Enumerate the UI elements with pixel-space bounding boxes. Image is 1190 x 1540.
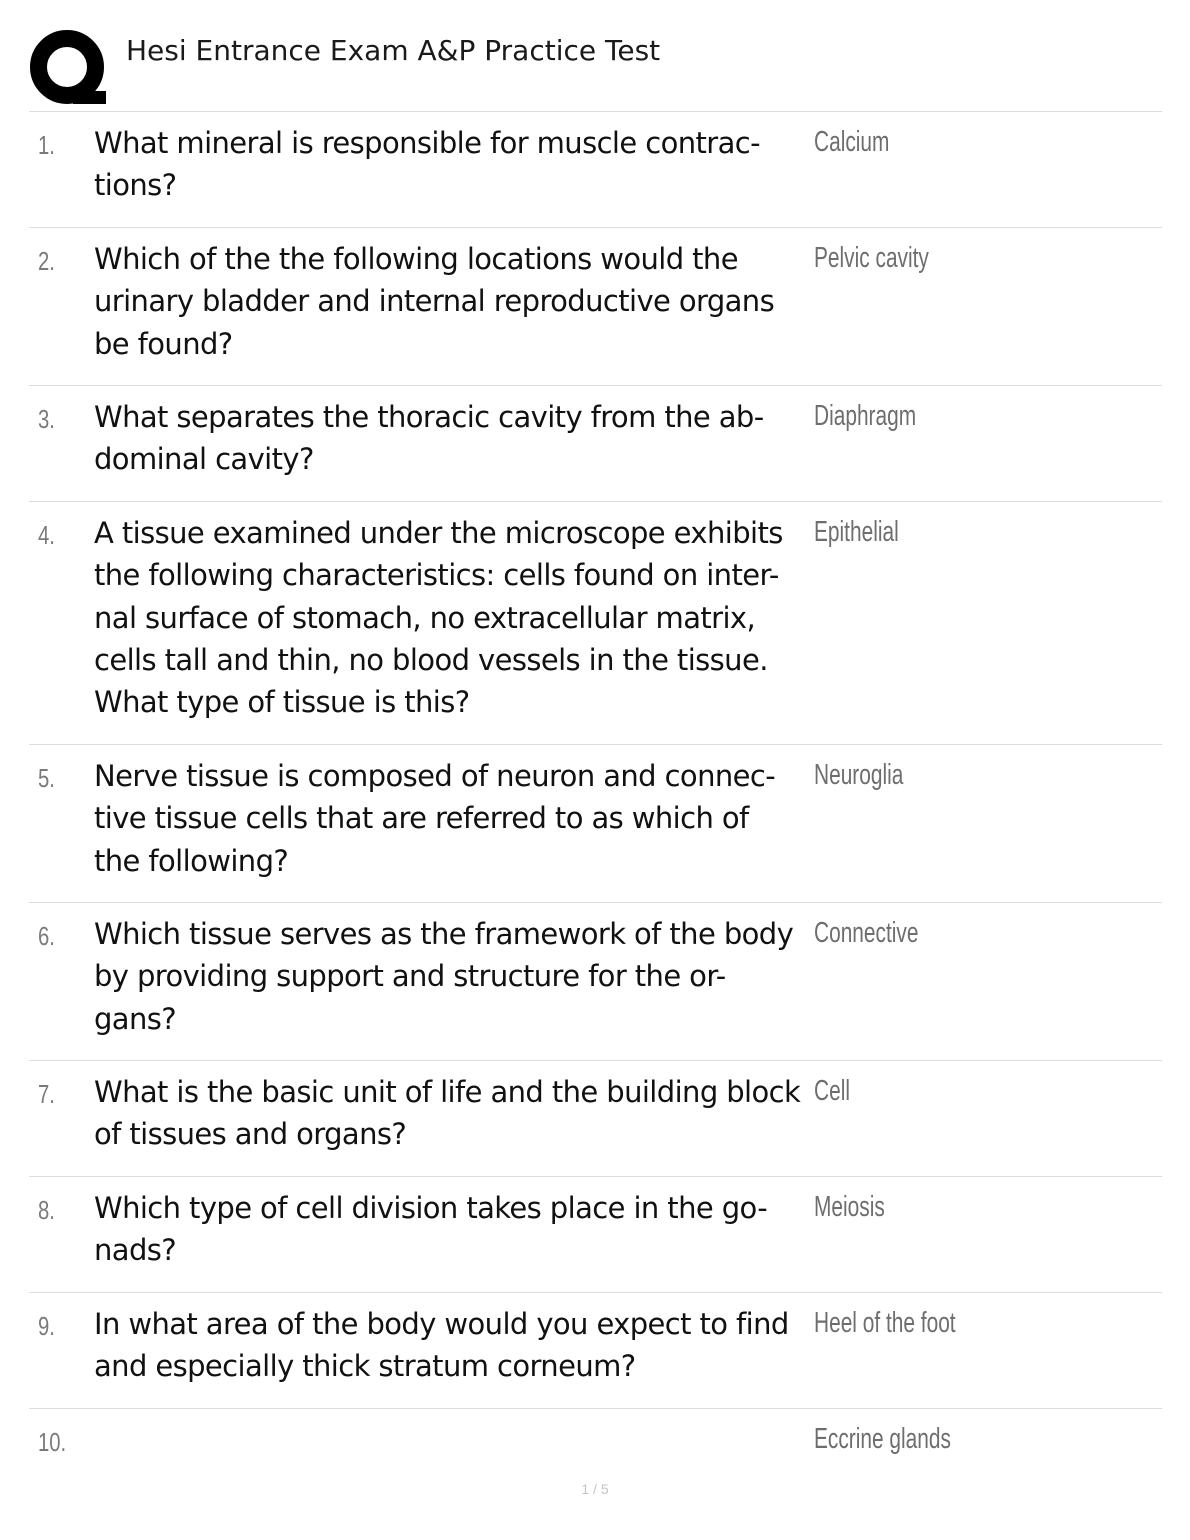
page-indicator: 1 / 5 — [581, 1481, 609, 1497]
answer-text: Connective — [814, 917, 919, 949]
question-text: A tissue examined under the microscope exhibits the following characteristics: cells found on inter- nal surface of stomach, no extracellular matrix, cells tall and thin, no blood vessels in the tissue. What type of tissue is this? — [94, 516, 783, 720]
flashcard-row — [29, 502, 1162, 745]
question-number: 3. — [38, 404, 55, 434]
flashcard-row — [29, 228, 1162, 386]
question-text: Which tissue serves as the framework of the body by providing support and structure for the or- gans? — [94, 917, 794, 1036]
question-text: In what area of the body would you expect to find and especially thick stratum corneum? — [94, 1307, 789, 1384]
question-text: Which type of cell division takes place in the go- nads? — [94, 1191, 768, 1268]
question-number: 1. — [38, 130, 55, 160]
flashcard-row — [29, 112, 1162, 228]
document-title: Hesi Entrance Exam A&P Practice Test — [126, 34, 661, 67]
question-number: 4. — [38, 520, 55, 550]
question-text: What separates the thoracic cavity from the ab- dominal cavity? — [94, 400, 764, 477]
question-text: Which of the the following locations would the urinary bladder and internal reproductive organs be found? — [94, 242, 775, 361]
answer-text: Diaphragm — [814, 400, 917, 432]
question-text: What is the basic unit of life and the building block of tissues and organs? — [94, 1075, 801, 1152]
answer-text: Cell — [814, 1075, 850, 1107]
answer-text: Eccrine glands — [814, 1423, 951, 1455]
flashcard-row — [29, 903, 1162, 1061]
answer-text: Neuroglia — [814, 759, 904, 791]
flashcard-row — [29, 1177, 1162, 1293]
flashcard-row — [29, 745, 1162, 903]
answer-text: Meiosis — [814, 1191, 885, 1223]
question-text: Nerve tissue is composed of neuron and connec- tive tissue cells that are referred to as which of the following? — [94, 759, 776, 878]
answer-text: Pelvic cavity — [814, 242, 929, 274]
answer-text: Heel of the foot — [814, 1307, 956, 1339]
question-number: 9. — [38, 1311, 55, 1341]
question-number: 5. — [38, 763, 55, 793]
q-logo-icon — [29, 29, 109, 109]
question-text: What mineral is responsible for muscle contrac- tions? — [94, 126, 760, 203]
flashcard-list — [29, 112, 1162, 1479]
question-number: 10. — [38, 1427, 67, 1457]
flashcard-row — [29, 1409, 1162, 1479]
question-number: 2. — [38, 246, 55, 276]
flashcard-row — [29, 1061, 1162, 1177]
page-header — [0, 0, 1190, 112]
flashcard-row — [29, 1293, 1162, 1409]
answer-text: Epithelial — [814, 516, 899, 548]
flashcard-row — [29, 386, 1162, 502]
question-number: 6. — [38, 921, 55, 951]
question-number: 7. — [38, 1079, 55, 1109]
answer-text: Calcium — [814, 126, 890, 158]
question-number: 8. — [38, 1195, 55, 1225]
